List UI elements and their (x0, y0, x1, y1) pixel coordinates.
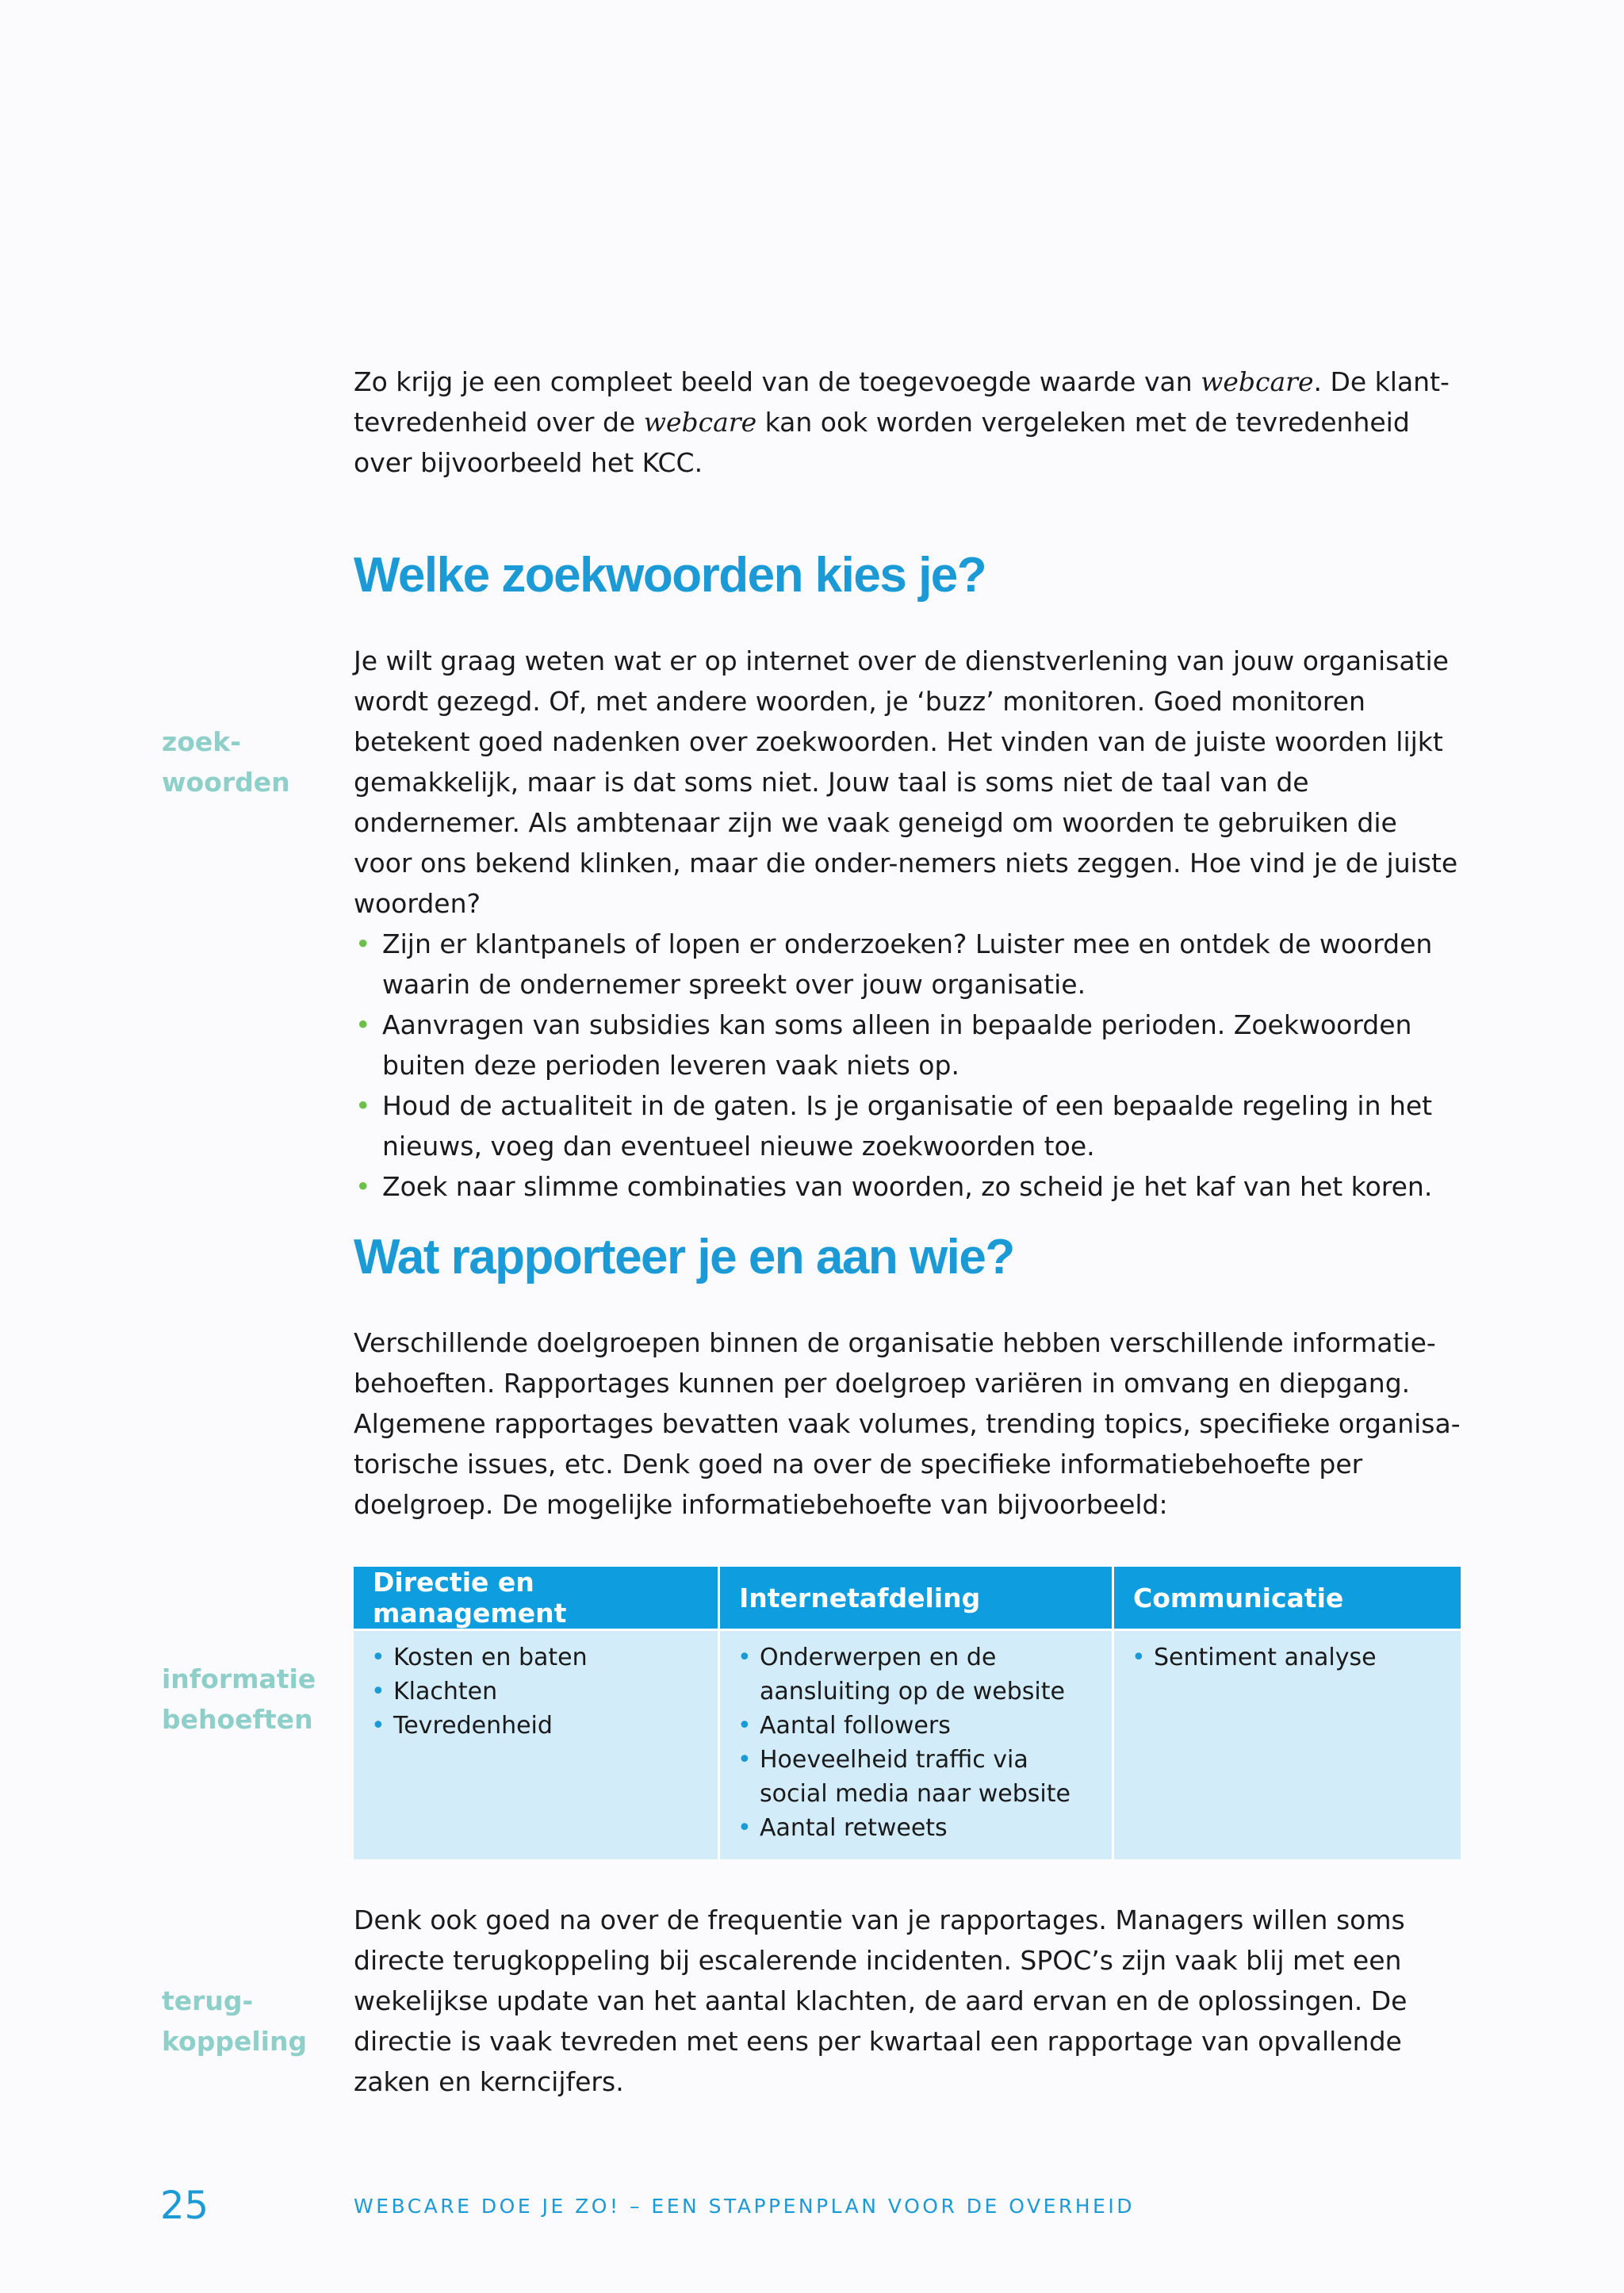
table-cell-communicatie (1114, 1629, 1461, 1859)
list-item: • Klachten (368, 1675, 703, 1709)
table-header-communicatie: Communicatie (1114, 1567, 1461, 1629)
table-row (354, 1629, 1461, 1859)
list-item: • Zijn er klantpanels of lopen er onderzoeken? Luister mee en ontdek de woorden waarin de ondernemer spreekt over jouw organisatie. (354, 924, 1461, 1005)
section-heading-zoekwoorden: Welke zoekwoorden kies je? (354, 548, 986, 603)
section1-body (354, 641, 1461, 1207)
emphasis-webcare: webcare (643, 407, 757, 438)
section-heading-rapportage: Wat rapporteer je en aan wie? (354, 1230, 1014, 1284)
list-item: • Tevredenheid (368, 1709, 703, 1743)
margin-note-zoekwoorden: zoek-woorden (162, 726, 290, 798)
informatiebehoefte-table (354, 1567, 1461, 1859)
footer-title: WEBCARE DOE JE ZO! – EEN STAPPENPLAN VOOR DE OVERHEID (354, 2195, 1135, 2218)
page-number: 25 (160, 2184, 209, 2228)
margin-note-terugkoppeling: terug-koppeling (162, 1985, 308, 2057)
intro-paragraph: Zo krijg je een compleet beeld van de toegevoegde waarde van webcare. De klant-tevredenheid over de webcare kan ook worden vergeleken met de tevredenheid over bijvoorbeeld het KCC. (354, 366, 1450, 478)
emphasis-webcare: webcare (1201, 366, 1314, 397)
list-item: • Sentiment analyse (1128, 1640, 1446, 1675)
section1-paragraph: Je wilt graag weten wat er op internet over de dienstverlening van jouw organisatie wordt gezegd. Of, met andere woorden, je ‘buzz’ monitoren. Goed monitoren betekent goed nadenken over zoekwoorden. Het vinden van de juiste woorden lijkt gemakkelijk, maar is dat soms niet. Jouw taal is soms niet de taal van de ondernemer. Als ambtenaar zijn we vaak geneigd om woorden te gebruiken die voor ons bekend klinken, maar die onder-nemers niets zeggen. Hoe vind je de juiste woorden? (354, 645, 1458, 919)
list-item: • Onderwerpen en de aansluiting op de website (734, 1640, 1097, 1709)
table-header-row (354, 1567, 1461, 1629)
list-item: • Hoeveelheid traffic via social media naar website (734, 1743, 1097, 1811)
section2-paragraph: Verschillende doelgroepen binnen de organisatie hebben verschillende informatie-behoeften. Rapportages kunnen per doelgroep variëren in omvang en diepgang. Algemene rapportages bevatten vaak volumes, trending topics, specifieke organisa-torische issues, etc. Denk goed na over de specifieke informatiebehoefte per doelgroep. De mogelijke informatiebehoefte van bijvoorbeeld: (354, 1327, 1461, 1520)
zoekwoorden-bullet-list (354, 924, 1461, 1207)
table-cell-internet (720, 1629, 1114, 1859)
list-item: • Aanvragen van subsidies kan soms alleen in bepaalde perioden. Zoekwoorden buiten deze perioden leveren vaak niets op. (354, 1005, 1461, 1085)
margin-note-informatiebehoeften: informatie behoeften (162, 1663, 316, 1735)
list-item: • Houd de actualiteit in de gaten. Is je organisatie of een bepaalde regeling in het nieuws, voeg dan eventueel nieuwe zoekwoorden toe. (354, 1085, 1461, 1166)
table-header-internet: Internetafdeling (720, 1567, 1114, 1629)
section2-paragraph-frequency: Denk ook goed na over de frequentie van je rapportages. Managers willen soms directe terugkoppeling bij escalerende incidenten. SPOC’s zijn vaak blij met een wekelijkse update van het aantal klachten, de aard ervan en de oplossingen. De directie is vaak tevreden met eens per kwartaal een rapportage van opvallende zaken en kerncijfers. (354, 1904, 1408, 2097)
list-item: • Kosten en baten (368, 1640, 703, 1675)
table-header-directie: Directie en management (354, 1567, 720, 1629)
table-cell-directie (354, 1629, 720, 1859)
list-item: • Aantal retweets (734, 1811, 1097, 1845)
list-item: • Aantal followers (734, 1709, 1097, 1743)
list-item: • Zoek naar slimme combinaties van woorden, zo scheid je het kaf van het koren. (354, 1166, 1461, 1207)
